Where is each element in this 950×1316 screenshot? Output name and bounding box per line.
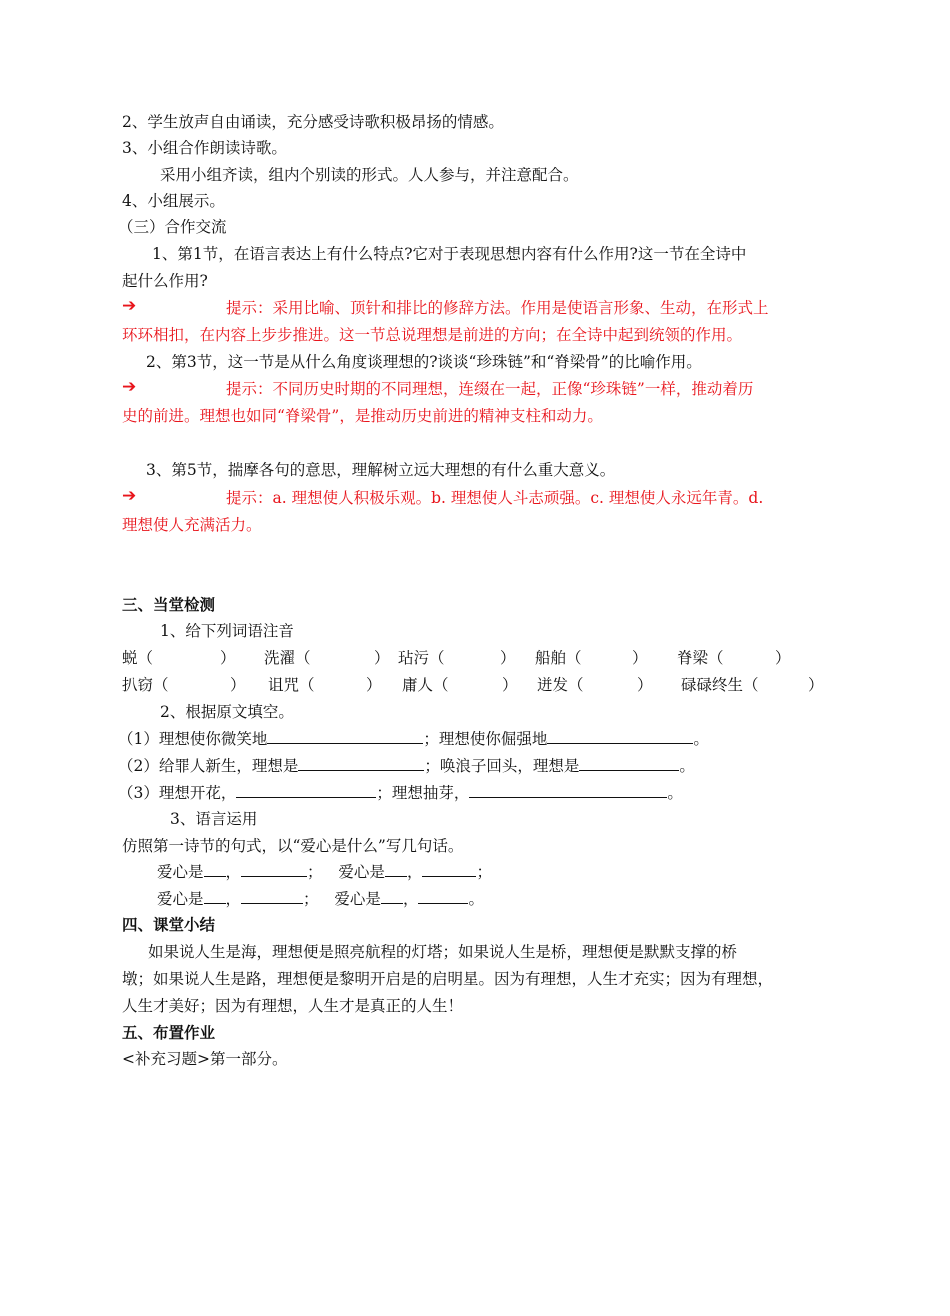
comma: ， (225, 863, 242, 881)
question-1-line-1: 1、第1节，在语言表达上有什么特点?它对于表现思想内容有什么作用?这一节在全诗中 (152, 245, 747, 263)
word-cell-close: ） (808, 676, 824, 694)
answer-blank[interactable] (469, 782, 667, 798)
word-cell-close: ） (230, 676, 246, 694)
comma: ， (225, 890, 242, 908)
answer-blank[interactable] (547, 728, 693, 744)
hint-3-line-1: 提示：a. 理想使人积极乐观。b. 理想使人斗志顽强。c. 理想使人永远年青。d. (226, 489, 764, 507)
answer-blank[interactable] (204, 861, 226, 877)
fill-3-end: 。 (667, 784, 683, 802)
summary-heading: 四、课堂小结 (122, 916, 216, 934)
fill-3-middle: ；理想抽芽， (376, 784, 470, 802)
fill-2-end: 。 (679, 757, 695, 775)
word-cell: 洗濯（ (264, 649, 311, 667)
hint-1-line-2: 环环相扣，在内容上步步推进。这一节总说理想是前进的方向；在全诗中起到统领的作用。 (122, 326, 743, 344)
language-task: 仿照第一诗节的句式，以“爱心是什么”写几句话。 (122, 837, 464, 855)
hint-2-line-2: 史的前进。理想也如同“脊梁骨”，是推动历史前进的精神支柱和动力。 (122, 407, 603, 425)
love-label: 爱心是 (338, 863, 385, 881)
semicolon: ； (307, 863, 323, 881)
comma: ， (402, 890, 419, 908)
semicolon: ； (476, 863, 492, 881)
period: 。 (468, 890, 484, 908)
homework-text: <补充习题>第一部分。 (122, 1050, 288, 1068)
hint-2-line-1: 提示：不同历史时期的不同理想，连缀在一起，正像“珍珠链”一样，推动着历 (226, 380, 754, 398)
discussion-heading: （三）合作交流 (118, 218, 227, 236)
test-section-3: 3、语言运用 (170, 810, 258, 828)
test-section-1: 1、给下列词语注音 (160, 622, 294, 640)
answer-blank[interactable] (418, 888, 468, 904)
answer-blank[interactable] (298, 755, 424, 771)
homework-heading: 五、布置作业 (122, 1024, 216, 1042)
word-cell: 碌碌终生（ (681, 676, 759, 694)
word-cell: 蜕（ (122, 649, 154, 667)
arrow-icon: ➔ (122, 296, 137, 316)
word-cell-close: ） (632, 649, 648, 667)
summary-line-2: 墩；如果说人生是路，理想便是黎明开启是的启明星。因为有理想，人生才充实；因为有理想， (122, 970, 774, 988)
word-cell-close: ） (775, 649, 791, 667)
word-cell-close: ） (637, 676, 653, 694)
arrow-icon: ➔ (122, 486, 137, 506)
hint-1-line-1: 提示：采用比喻、顶针和排比的修辞方法。作用是使语言形象、生动，在形式上 (226, 299, 769, 317)
reading-step-4: 4、小组展示。 (122, 192, 225, 210)
reading-step-3-detail: 采用小组齐读，组内个别读的形式。人人参与，并注意配合。 (160, 166, 579, 184)
fill-1-middle: ；理想使你倔强地 (423, 730, 548, 748)
love-line-2 (157, 888, 484, 910)
fill-line-3 (118, 782, 683, 804)
semicolon: ； (303, 890, 319, 908)
answer-blank[interactable] (267, 728, 423, 744)
answer-blank[interactable] (381, 888, 403, 904)
word-cell-close: ） (502, 676, 518, 694)
word-cell-close: ） (500, 649, 516, 667)
word-cell-close: ） (366, 676, 382, 694)
word-cell-close: ） (374, 649, 390, 667)
test-heading: 三、当堂检测 (122, 596, 216, 614)
love-label: 爱心是 (157, 890, 204, 908)
answer-blank[interactable] (236, 782, 376, 798)
reading-step-2: 2、学生放声自由诵读，充分感受诗歌积极昂扬的情感。 (122, 113, 504, 131)
reading-step-3: 3、小组合作朗读诗歌。 (122, 139, 287, 157)
question-2: 2、第3节，这一节是从什么角度谈理想的?谈谈“珍珠链”和“脊梁骨”的比喻作用。 (146, 353, 702, 371)
answer-blank[interactable] (422, 861, 476, 877)
test-section-2: 2、根据原文填空。 (160, 703, 294, 721)
question-1-line-2: 起什么作用? (122, 272, 208, 290)
answer-blank[interactable] (579, 755, 679, 771)
summary-line-3: 人生才美好；因为有理想，人生才是真正的人生！ (122, 997, 464, 1015)
love-label: 爱心是 (157, 863, 204, 881)
word-cell: 玷污（ (398, 649, 445, 667)
fill-2-prefix: （2）给罪人新生，理想是 (118, 757, 299, 775)
word-cell: 船舶（ (535, 649, 582, 667)
love-line-1 (157, 861, 492, 883)
question-3: 3、第5节，揣摩各句的意思，理解树立远大理想的有什么重大意义。 (146, 461, 616, 479)
fill-1-end: 。 (693, 730, 709, 748)
answer-blank[interactable] (385, 861, 407, 877)
fill-2-middle: ；唤浪子回头，理想是 (424, 757, 580, 775)
answer-blank[interactable] (241, 888, 303, 904)
hint-3-line-2: 理想使人充满活力。 (122, 516, 262, 534)
fill-1-prefix: （1）理想使你微笑地 (118, 730, 268, 748)
answer-blank[interactable] (241, 861, 307, 877)
answer-blank[interactable] (204, 888, 226, 904)
summary-line-1: 如果说人生是海，理想便是照亮航程的灯塔；如果说人生是桥，理想便是默默支撑的桥 (148, 943, 738, 961)
fill-3-prefix: （3）理想开花， (118, 784, 237, 802)
word-cell: 诅咒（ (268, 676, 315, 694)
word-cell: 扒窃（ (122, 676, 169, 694)
fill-line-1 (118, 728, 709, 750)
word-cell: 迸发（ (537, 676, 584, 694)
word-cell: 庸人（ (402, 676, 449, 694)
love-label: 爱心是 (334, 890, 381, 908)
comma: ， (406, 863, 423, 881)
arrow-icon: ➔ (122, 377, 137, 397)
word-cell: 脊梁（ (677, 649, 724, 667)
fill-line-2 (118, 755, 695, 777)
word-cell-close: ） (220, 649, 236, 667)
